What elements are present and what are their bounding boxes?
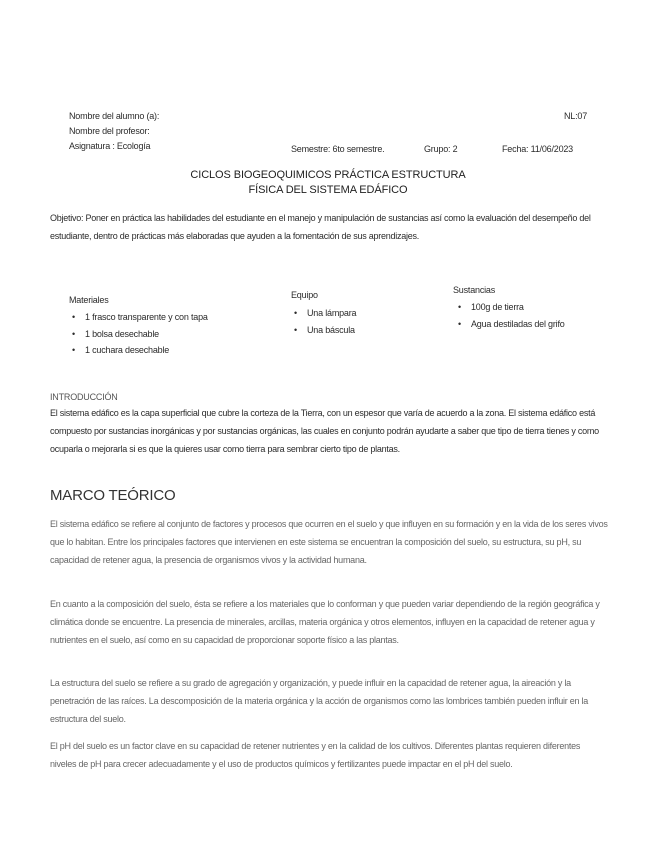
list-item: • 1 frasco transparente y con tapa bbox=[69, 309, 269, 326]
materials-list bbox=[69, 309, 269, 359]
substances-list bbox=[455, 299, 573, 332]
framework-paragraph-4: El pH del suelo es un factor clave en su capacidad de retener nutrientes y en la calidad de los cultivos. Diferentes plantas requieren diferentes niveles de pH para crecer adecuadamente y el uso de productos químicos y fertilizantes puede impactar en el pH del suelo. bbox=[50, 741, 581, 769]
list-item: • 100g de tierra bbox=[455, 299, 573, 316]
list-item: • 1 cuchara desechable bbox=[69, 342, 269, 359]
framework-paragraph-1: El sistema edáfico se refiere al conjunto de factores y procesos que ocurren en el suelo y que influyen en su formación y en la vida de los seres vivos que lo habitan. Entre los principales factores que intervienen en este sistema se encuentran la composición del suelo, su estructura, su pH, su capacidad de retener agua, la presencia de organismos vivos y la actividad humana. bbox=[50, 519, 608, 565]
list-item: • 1 bolsa desechable bbox=[69, 326, 269, 343]
list-item: • Agua destiladas del grifo bbox=[455, 316, 573, 333]
introduction-heading: INTRODUCCIÓN bbox=[50, 392, 118, 402]
materials-title: Materiales bbox=[69, 295, 109, 305]
list-item: • Una báscula bbox=[291, 322, 431, 339]
document-title-line-2: FÍSICA DEL SISTEMA EDÁFICO bbox=[248, 184, 408, 196]
list-item: • Una lámpara bbox=[291, 305, 431, 322]
objective-paragraph: Objetivo: Poner en práctica las habilidades del estudiante en el manejo y manipulación de sustancias así como la evaluación del desempeño del estudiante, dentro de prácticas más elaboradas que ayuden a la fomentación de sus aprendizajes. bbox=[50, 213, 591, 241]
subject-label: Asignatura : Ecología bbox=[69, 141, 151, 151]
teacher-name-label: Nombre del profesor: bbox=[69, 126, 150, 136]
group-label: Grupo: 2 bbox=[424, 144, 458, 154]
framework-paragraph-3: La estructura del suelo se refiere a su grado de agregación y organización, y puede influir en la capacidad de retener agua, la aireación y la penetración de las raíces. La descomposición de la materia orgánica y la acción de organismos como las lombrices también pueden influir en la estructura del suelo. bbox=[50, 678, 589, 724]
semester-label: Semestre: 6to semestre. bbox=[291, 144, 385, 154]
equipment-title: Equipo bbox=[291, 290, 318, 300]
document-title-line-1: CICLOS BIOGEOQUIMICOS PRÁCTICA ESTRUCTURA bbox=[190, 169, 466, 181]
framework-paragraph-2: En cuanto a la composición del suelo, ésta se refiere a los materiales que lo conforman y que pueden variar dependiendo de la región geográfica y climática donde se encuentre. La presencia de minerales, arcillas, materia orgánica y otros elementos, influyen en la capacidad de retener agua y nutrientes en el suelo, así como en su capacidad de proporcionar soporte físico a las plantas. bbox=[50, 599, 600, 645]
list-number: NL:07 bbox=[564, 111, 588, 121]
equipment-list bbox=[291, 305, 431, 338]
introduction-paragraph: El sistema edáfico es la capa superficial que cubre la corteza de la Tierra, con un espesor que varía de acuerdo a la zona. El sistema edáfico está compuesto por sustancias inorgánicas y por sustancias orgánicas, las cuales en conjunto podrán ayudarte a saber que tipo de tierra tienes y como ocuparla o mejorarla si es que la quieres usar como tierra para sembrar cierto tipo de plantas. bbox=[50, 408, 599, 454]
substances-title: Sustancias bbox=[453, 285, 496, 295]
theoretical-framework-heading: MARCO TEÓRICO bbox=[50, 487, 176, 504]
student-name-label: Nombre del alumno (a): bbox=[69, 111, 160, 121]
date-label: Fecha: 11/06/2023 bbox=[502, 144, 573, 154]
